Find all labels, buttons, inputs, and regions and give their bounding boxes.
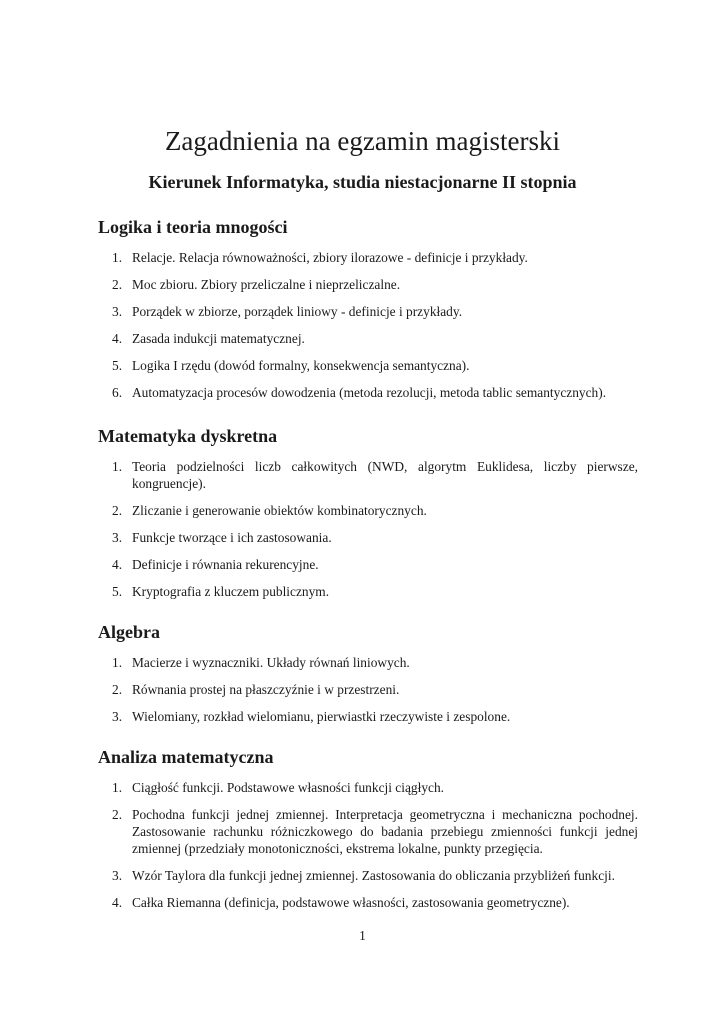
list-item: 2. Zliczanie i generowanie obiektów kombinatorycznych. (112, 503, 427, 518)
list-item: 1. Relacje. Relacja równoważności, zbiory ilorazowe - definicje i przykłady. (112, 250, 528, 265)
list-item: 2. Pochodna funkcji jednej zmiennej. Interpretacja geometryczna i mechaniczna pochodnej. Zastosowanie rachunku różniczkowego do badania przebiegu zmienności funkcji jednej zmiennej (przedziały monotoniczności, ekstrema lokalne, punkty przegięcia. (112, 807, 638, 856)
list-item: 5. Logika I rzędu (dowód formalny, konsekwencja semantyczna). (112, 358, 470, 373)
section-matematyka-dyskretna (98, 424, 638, 610)
list-item: 2. Moc zbioru. Zbiory przeliczalne i nieprzeliczalne. (112, 277, 401, 292)
list-item: 3. Porządek w zbiorze, porządek liniowy - definicje i przykłady. (112, 304, 463, 319)
list-item: 3. Wielomiany, rozkład wielomianu, pierwiastki rzeczywiste i zespolone. (112, 709, 511, 724)
page-subtitle: Kierunek Informatyka, studia niestacjonarne II stopnia (148, 172, 577, 192)
section-logika (98, 215, 638, 411)
section-heading: Matematyka dyskretna (98, 426, 278, 446)
list-item: 4. Zasada indukcji matematycznej. (112, 331, 305, 346)
list-item: 3. Funkcje tworzące i ich zastosowania. (112, 530, 332, 545)
list-item: 4. Definicje i równania rekurencyjne. (112, 557, 319, 572)
list-item: 1. Teoria podzielności liczb całkowitych (NWD, algorytm Euklidesa, liczby pierwsze, kongruencje). (112, 459, 638, 491)
question-list (98, 458, 638, 600)
section-algebra (98, 620, 638, 735)
section-analiza (98, 745, 638, 921)
list-item: 5. Kryptografia z kluczem publicznym. (112, 584, 330, 599)
page-title: Zagadnienia na egzamin magisterski (164, 126, 561, 156)
section-heading: Logika i teoria mnogości (98, 217, 288, 237)
list-item: 4. Całka Riemanna (definicja, podstawowe własności, zastosowania geometryczne). (112, 895, 570, 910)
list-item: 2. Równania prostej na płaszczyźnie i w przestrzeni. (112, 682, 400, 697)
question-list (98, 779, 638, 911)
list-item: 1. Macierze i wyznaczniki. Układy równań liniowych. (112, 655, 410, 670)
question-list (98, 654, 638, 725)
list-item: 1. Ciągłość funkcji. Podstawowe własności funkcji ciągłych. (112, 780, 445, 795)
question-list (98, 249, 638, 401)
section-heading: Algebra (98, 622, 160, 642)
list-item: 6. Automatyzacja procesów dowodzenia (metoda rezolucji, metoda tablic semantycznych). (112, 385, 607, 400)
list-item: 3. Wzór Taylora dla funkcji jednej zmiennej. Zastosowania do obliczania przybliżeń funkcji. (112, 868, 615, 883)
page-number: 1 (359, 928, 366, 943)
section-heading: Analiza matematyczna (98, 747, 274, 767)
